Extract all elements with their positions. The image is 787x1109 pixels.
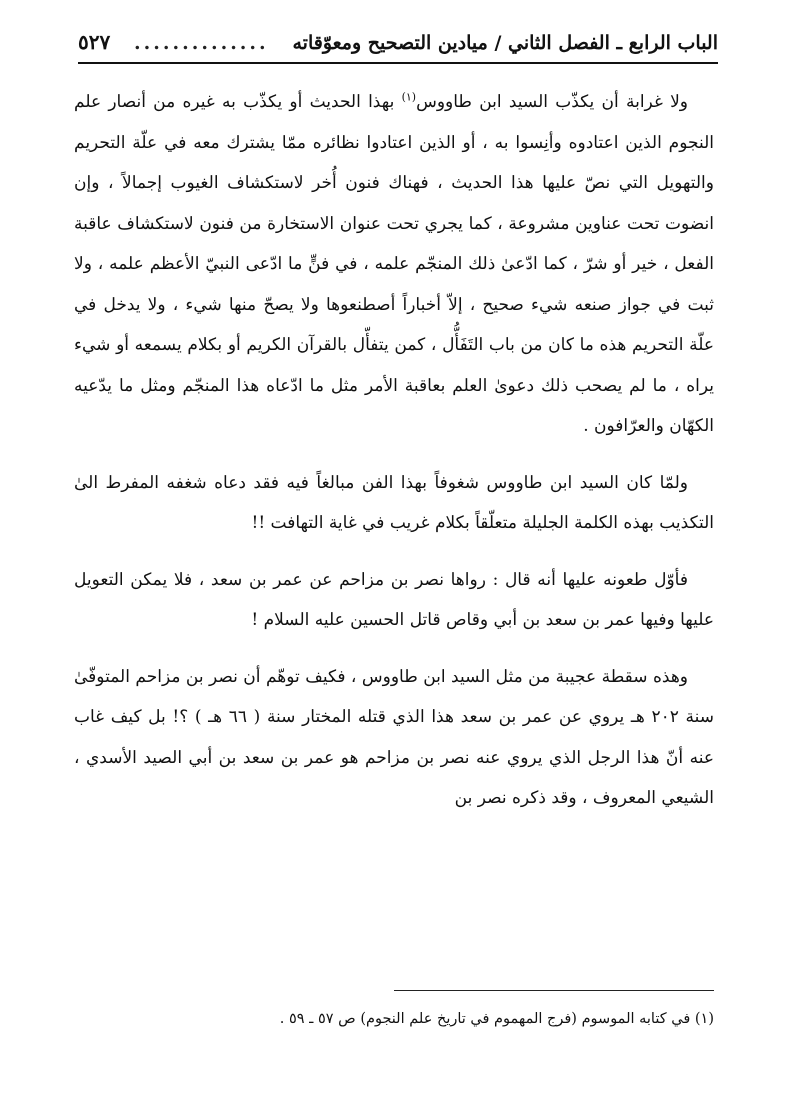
paragraph-1-rest: بهذا الحديث أو يكذّب به غيره من أنصار علم النجوم الذين اعتادوه وأنِسوا به ، أو الذين اعتادوا نظائره ممّا يشترك معه في علّة التحريم والتهويل التي نصّ عليها هذا الحديث ، فهناك فنون أُخر لاستكشاف الغيوب إجمالاً ، وإن انضوت تحت عناوين مشروعة ، كما يجري تحت عنوان الاستخارة من فنون لاستكشاف عاقبة الفعل ، خير أو شرّ ، كما ادّعىٰ ذلك المنجّم علمه ، في فنٍّ ما ادّعى النبيّ الأعظم علمه ، ولا ثبت في جواز صنعه شيء صحيح ، إلاّ أخباراً أصطنعوها ولا يصحّ منها شيء ، ولا يدخل في علّة التحريم هذه ما كان من باب التَفَأُّل ، كمن يتفأّل بالقرآن الكريم أو بكلام يسمعه أو شيء يراه ، ما لم يصحب ذلك دعوىٰ العلم بعاقبة الأمر مثل ما ادّعاه هذا المنجّم ومثل ما يدّعيه الكهّان والعرّافون . — [74, 92, 714, 436]
page-number: ٥٢٧ — [78, 30, 111, 54]
header-title: الباب الرابع ـ الفصل الثاني / ميادين التصحيح ومعوّقاته — [292, 32, 718, 54]
running-header — [78, 30, 718, 64]
paragraph-2: ولمّا كان السيد ابن طاووس شغوفاً بهذا الفن مبالغاً فيه فقد دعاه شغفه المفرط الىٰ التكذيب بهذه الكلمة الجليلة متعلّقاً بكلام غريب في غاية التهافت !! — [74, 472, 714, 533]
footnote-separator — [394, 990, 714, 991]
header-leader-dots: .............. — [134, 32, 269, 54]
paragraph-1-start: ولا غرابة أن يكذّب السيد ابن طاووس — [416, 92, 688, 112]
paragraph-4: وهذه سقطة عجيبة من مثل السيد ابن طاووس ، فكيف توهّم أن نصر بن مزاحم المتوفّىٰ سنة ٢٠٢ هـ يروي عن عمر بن سعد هذا الذي قتله المختار سنة ( ٦٦ هـ ) ؟! بل كيف غاب عنه أنّ هذا الرجل الذي يروي عنه نصر بن مزاحم هو عمر بن سعد بن أبي الصيد الأسدي ، الشيعي المعروف ، وقد ذكره نصر بن — [74, 666, 714, 808]
footnote: (١) في كتابه الموسوم (فرج المهموم في تاريخ علم النجوم) ص ٥٧ ـ ٥٩ . — [279, 1011, 714, 1027]
footnote-marker: (١) — [401, 90, 417, 104]
main-text — [74, 82, 714, 819]
paragraph-1 — [74, 82, 714, 447]
header-rule — [78, 62, 718, 64]
paragraph-3: فأوّل طعونه عليها أنه قال : رواها نصر بن مزاحم عن عمر بن سعد ، فلا يمكن التعويل عليها وفيها عمر بن سعد بن أبي وقاص قاتل الحسين عليه السلام ! — [74, 569, 714, 630]
